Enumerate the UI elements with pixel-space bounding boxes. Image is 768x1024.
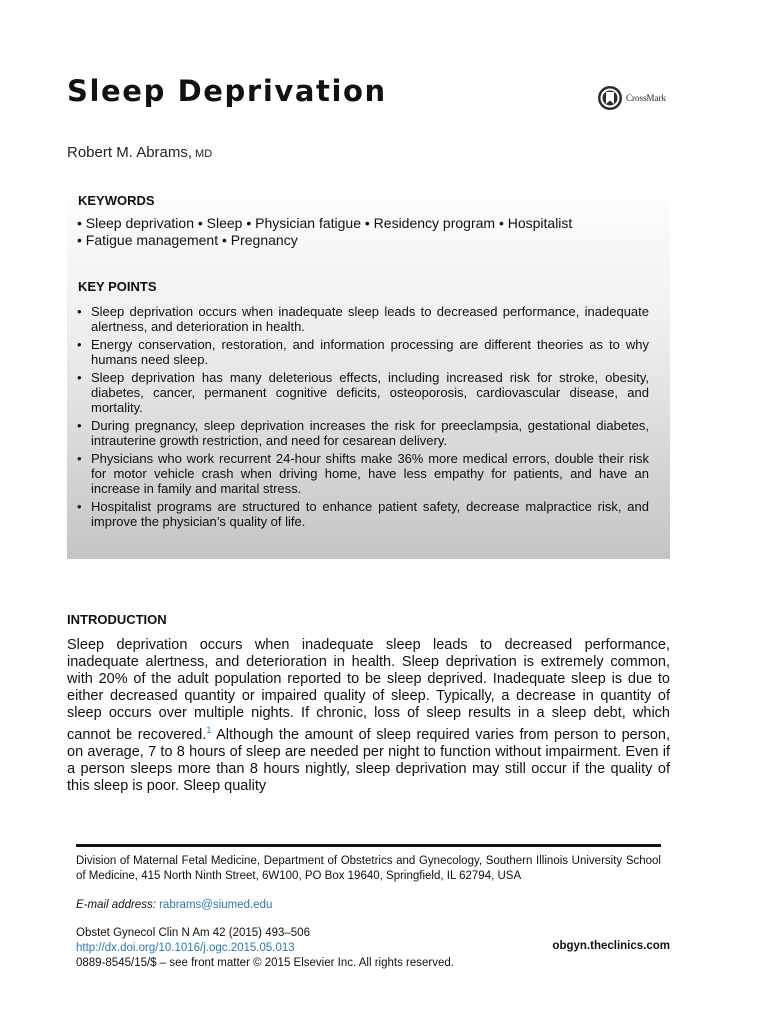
key-point-item: • Hospitalist programs are structured to enhance patient safety, decrease malpractice risk, and improve the physician’s quality of life. — [77, 499, 649, 529]
footer-divider — [76, 844, 661, 847]
email-line — [76, 899, 272, 911]
introduction-heading: INTRODUCTION — [67, 612, 167, 627]
keywords-heading: KEYWORDS — [78, 193, 155, 208]
reference-link[interactable]: 1 — [206, 725, 212, 735]
key-point-item: • Sleep deprivation has many deleterious effects, including increased risk for stroke, obesity, diabetes, cancer, permanent cognitive deficits, osteoporosis, cardiovascular disease, and mortality. — [77, 370, 649, 415]
introduction-text: Although the amount of sleep required varies from person to person, on average, 7 to 8 hours of sleep are needed per night to function without impairment. Even if a person sleeps more than 8 hours nightly, sleep deprivation may still occur if the quality of this sleep is poor. Sleep quality — [67, 726, 670, 794]
key-point-item: • During pregnancy, sleep deprivation increases the risk for preeclampsia, gestational diabetes, intrauterine growth restriction, and need for cesarean delivery. — [77, 418, 649, 448]
introduction-paragraph — [67, 637, 670, 795]
citation-block — [76, 926, 454, 971]
crossmark-badge[interactable] — [597, 85, 666, 111]
copyright-notice: 0889-8545/15/$ – see front matter © 2015 Elsevier Inc. All rights reserved. — [76, 957, 454, 969]
author-line — [67, 144, 212, 161]
key-point-item: • Energy conservation, restoration, and information processing are different theories as to why humans need sleep. — [77, 337, 649, 367]
author-affiliation: Division of Maternal Fetal Medicine, Department of Obstetrics and Gynecology, Southern Illinois University School of Medicine, 415 North Ninth Street, 6W100, PO Box 19640, Springfield, IL 62794, USA — [76, 855, 661, 882]
crossmark-icon — [597, 85, 623, 111]
author-name: Robert M. Abrams, — [67, 144, 193, 161]
keywords-keypoints-box — [67, 182, 670, 559]
keywords-line: • Sleep deprivation • Sleep • Physician fatigue • Residency program • Hospitalist — [77, 215, 573, 231]
email-link[interactable]: rabrams@siumed.edu — [159, 899, 273, 911]
email-label: E-mail address: — [76, 899, 156, 911]
keywords-list — [77, 215, 572, 249]
introduction-text: Sleep deprivation occurs when inadequate sleep leads to decreased performance, inadequate alertness, and deterioration in health. Sleep deprivation is extremely common, with 20% of the adult population reported to be sleep deprived. Inadequate sleep is due to either decreased quantity or impaired quality of sleep. Typically, a decrease in quantity of sleep occurs over multiple nights. If chronic, loss of sleep results in a sleep debt, which cannot be recovered. — [67, 637, 670, 743]
journal-citation: Obstet Gynecol Clin N Am 42 (2015) 493–506 — [76, 927, 310, 939]
key-points-heading: KEY POINTS — [78, 279, 157, 294]
doi-link[interactable]: http://dx.doi.org/10.1016/j.ogc.2015.05.013 — [76, 942, 295, 954]
crossmark-label: CrossMark — [626, 93, 666, 103]
key-point-item: • Sleep deprivation occurs when inadequate sleep leads to decreased performance, inadequate alertness, and deterioration in health. — [77, 304, 649, 334]
journal-website: obgyn.theclinics.com — [552, 940, 670, 952]
key-points-list — [77, 304, 649, 532]
article-title: Sleep Deprivation — [67, 74, 387, 108]
key-point-item: • Physicians who work recurrent 24-hour shifts make 36% more medical errors, double their risk for motor vehicle crash when driving home, have less empathy for patients, and have an increase in family and marital stress. — [77, 451, 649, 496]
keywords-line: • Fatigue management • Pregnancy — [77, 232, 298, 248]
author-credential: MD — [195, 148, 213, 160]
